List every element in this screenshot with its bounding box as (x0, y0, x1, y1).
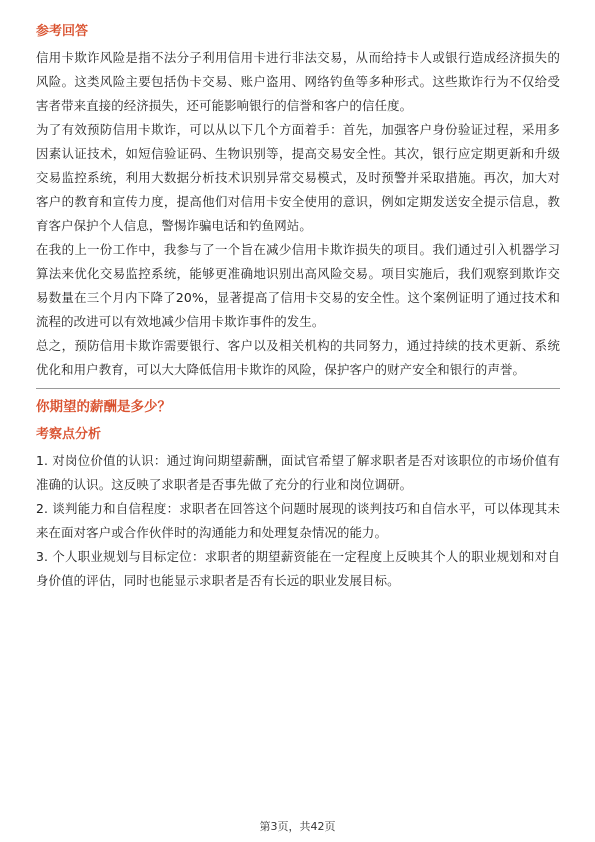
page-number-footer: 第3页，共42页 (259, 820, 336, 833)
answer-heading: 参考回答 (36, 24, 89, 39)
answer-paragraph-1: 信用卡欺诈风险是指不法分子利用信用卡进行非法交易，从而给持卡人或银行造成经济损失的风险。这类风险主要包括伪卡交易、账户盗用、网络钓鱼等多种形式。这些欺诈行为不仅给受害者带来直接的经济损失，还可能影响银行的信誉和客户的信任度。 (36, 50, 560, 113)
analysis-item-1: 1. 对岗位价值的认识：通过询问期望薪酬，面试官希望了解求职者是否对该职位的市场价值有准确的认识。这反映了求职者是否事先做了充分的行业和岗位调研。 (36, 453, 560, 492)
answer-paragraph-3: 在我的上一份工作中，我参与了一个旨在减少信用卡欺诈损失的项目。我们通过引入机器学习算法来优化交易监控系统，能够更准确地识别出高风险交易。项目实施后，我们观察到欺诈交易数量在三个月内下降了20%，显著提高了信用卡交易的安全性。这个案例证明了通过技术和流程的改进可以有效地减少信用卡欺诈事件的发生。 (36, 242, 560, 329)
analysis-heading: 考察点分析 (36, 427, 102, 442)
answer-paragraph-4: 总之，预防信用卡欺诈需要银行、客户以及相关机构的共同努力，通过持续的技术更新、系统优化和用户教育，可以大大降低信用卡欺诈的风险，保护客户的财产安全和银行的声誉。 (36, 338, 560, 377)
section-divider (36, 388, 560, 389)
answer-paragraph-2: 为了有效预防信用卡欺诈，可以从以下几个方面着手：首先，加强客户身份验证过程，采用多因素认证技术，如短信验证码、生物识别等，提高交易安全性。其次，银行应定期更新和升级交易监控系统，利用大数据分析技术识别异常交易模式，及时预警并采取措施。再次，加大对客户的教育和宣传力度，提高他们对信用卡安全使用的意识，例如定期发送安全提示信息，教育客户保护个人信息，警惕诈骗电话和钓鱼网站。 (36, 122, 560, 233)
analysis-item-2: 2. 谈判能力和自信程度：求职者在回答这个问题时展现的谈判技巧和自信水平，可以体现其未来在面对客户或合作伙伴时的沟通能力和处理复杂情况的能力。 (36, 501, 560, 540)
analysis-item-3: 3. 个人职业规划与目标定位：求职者的期望薪资能在一定程度上反映其个人的职业规划和对自身价值的评估，同时也能显示求职者是否有长远的职业发展目标。 (36, 549, 560, 588)
question-title: 你期望的薪酬是多少？ (36, 399, 171, 415)
page-content (36, 22, 560, 593)
